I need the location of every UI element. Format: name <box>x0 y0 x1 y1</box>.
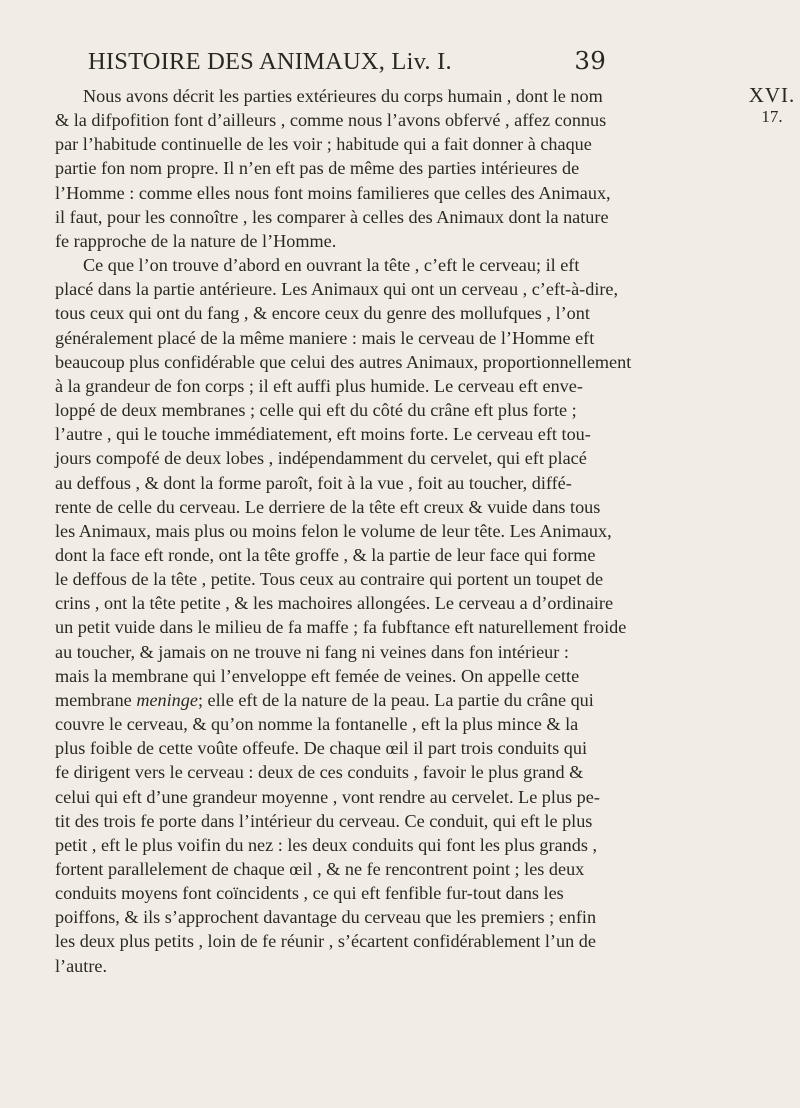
text-line: à la grandeur de fon corps ; il eft auffi plus humide. Le cerveau eft enve- <box>55 375 583 396</box>
text-line: Nous avons décrit les parties extérieures du corps humain , dont le nom <box>83 86 603 106</box>
paragraph <box>55 253 736 978</box>
text-line: plus foible de cette voûte offeufe. De chaque œil il part trois conduits qui <box>55 738 588 759</box>
text-line: tit des trois fe porte dans l’intérieur du cerveau. Ce conduit, qui eft le plus <box>55 810 593 831</box>
text-line: couvre le cerveau, & qu’on nomme la fontanelle , eft la plus mince & la <box>55 714 579 735</box>
text-line: rente de celle du cerveau. Le derriere de la tête eft creux & vuide dans tous <box>55 496 601 517</box>
text-line: un petit vuide dans le milieu de fa maffe ; fa fubftance eft naturellement froide <box>55 617 627 638</box>
italic-term: meninge <box>136 689 198 710</box>
text-line: jours compofé de deux lobes , indépendamment du cervelet, qui eft placé <box>55 448 587 469</box>
text-line: l’Homme : comme elles nous font moins familieres que celles des Animaux, <box>55 182 611 203</box>
running-header <box>88 46 606 76</box>
marginal-note <box>748 84 796 128</box>
text-line: les Animaux, mais plus ou moins felon le volume de leur tête. Les Animaux, <box>55 520 612 541</box>
text-line: dont la face eft ronde, ont la tête groffe , & la partie de leur face qui forme <box>55 544 596 565</box>
text-line: l’autre , qui le touche immédiatement, eft moins forte. Le cerveau eft tou- <box>55 424 591 445</box>
text-line: fortent parallelement de chaque œil , & ne fe rencontrent point ; les deux <box>55 859 585 879</box>
running-title: HISTOIRE DES ANIMAUX, Liv. I. <box>88 48 452 75</box>
text-line: beaucoup plus confidérable que celui des autres Animaux, proportionnellement <box>55 351 632 372</box>
text-line: au toucher, & jamais on ne trouve ni fang ni veines dans fon intérieur : <box>55 641 569 662</box>
text-line: fe dirigent vers le cerveau : deux de ces conduits , favoir le plus grand & <box>55 762 584 783</box>
text-line: petit , eft le plus voifin du nez : les deux conduits qui font les plus grands , <box>55 834 598 855</box>
text-line: conduits moyens font coïncidents , ce qui eft fenfible fur-tout dans les <box>55 883 564 904</box>
paragraph <box>55 84 736 253</box>
page-number: 39 <box>574 46 606 75</box>
text-line: fe rapproche de la nature de l’Homme. <box>55 230 337 251</box>
text-line: membrane meninge; elle eft de la nature de la peau. La partie du crâne qui <box>55 689 594 710</box>
text-line: par l’habitude continuelle de les voir ; habitude qui a fait donner à chaque <box>55 134 592 155</box>
text-line: partie fon nom propre. Il n’en eft pas de même des parties intérieures de <box>55 158 580 179</box>
text-line: loppé de deux membranes ; celle qui eft du côté du crâne eft plus forte ; <box>55 400 577 421</box>
text-line: crins , ont la tête petite , & les machoires allongées. Le cerveau a d’ordinaire <box>55 593 614 614</box>
text-line: les deux plus petits , loin de fe réunir , s’écartent confidérablement l’un de <box>55 931 596 952</box>
body-text <box>55 84 736 978</box>
text-line: généralement placé de la même maniere : mais le cerveau de l’Homme eft <box>55 327 595 348</box>
text-line: celui qui eft d’une grandeur moyenne , vont rendre au cervelet. Le plus pe- <box>55 786 600 807</box>
text-line: & la difpofition font d’ailleurs , comme nous l’avons obfervé , affez connus <box>55 110 607 131</box>
text-line: le deffous de la tête , petite. Tous ceux au contraire qui portent un toupet de <box>55 569 604 590</box>
text-line: l’autre. <box>55 955 108 976</box>
text-line: au deffous , & dont la forme paroît, foit à la vue , foit au toucher, diffé- <box>55 472 572 493</box>
marginal-chapter: XVI. <box>748 83 796 107</box>
text-line: poiffons, & ils s’approchent davantage du cerveau que les premiers ; enfin <box>55 907 597 928</box>
text-line: il faut, pour les connoître , les comparer à celles des Animaux dont la nature <box>55 206 609 227</box>
text-line: Ce que l’on trouve d’abord en ouvrant la tête , c’eft le cerveau; il eft <box>83 255 580 276</box>
text-line: tous ceux qui ont du fang , & encore ceux du genre des mollufques , l’ont <box>55 303 590 324</box>
text-line: mais la membrane qui l’enveloppe eft femée de veines. On appelle cette <box>55 665 580 686</box>
marginal-number: 17. <box>761 107 783 126</box>
text-line: placé dans la partie antérieure. Les Animaux qui ont un cerveau , c’eft-à-dire, <box>55 279 619 300</box>
